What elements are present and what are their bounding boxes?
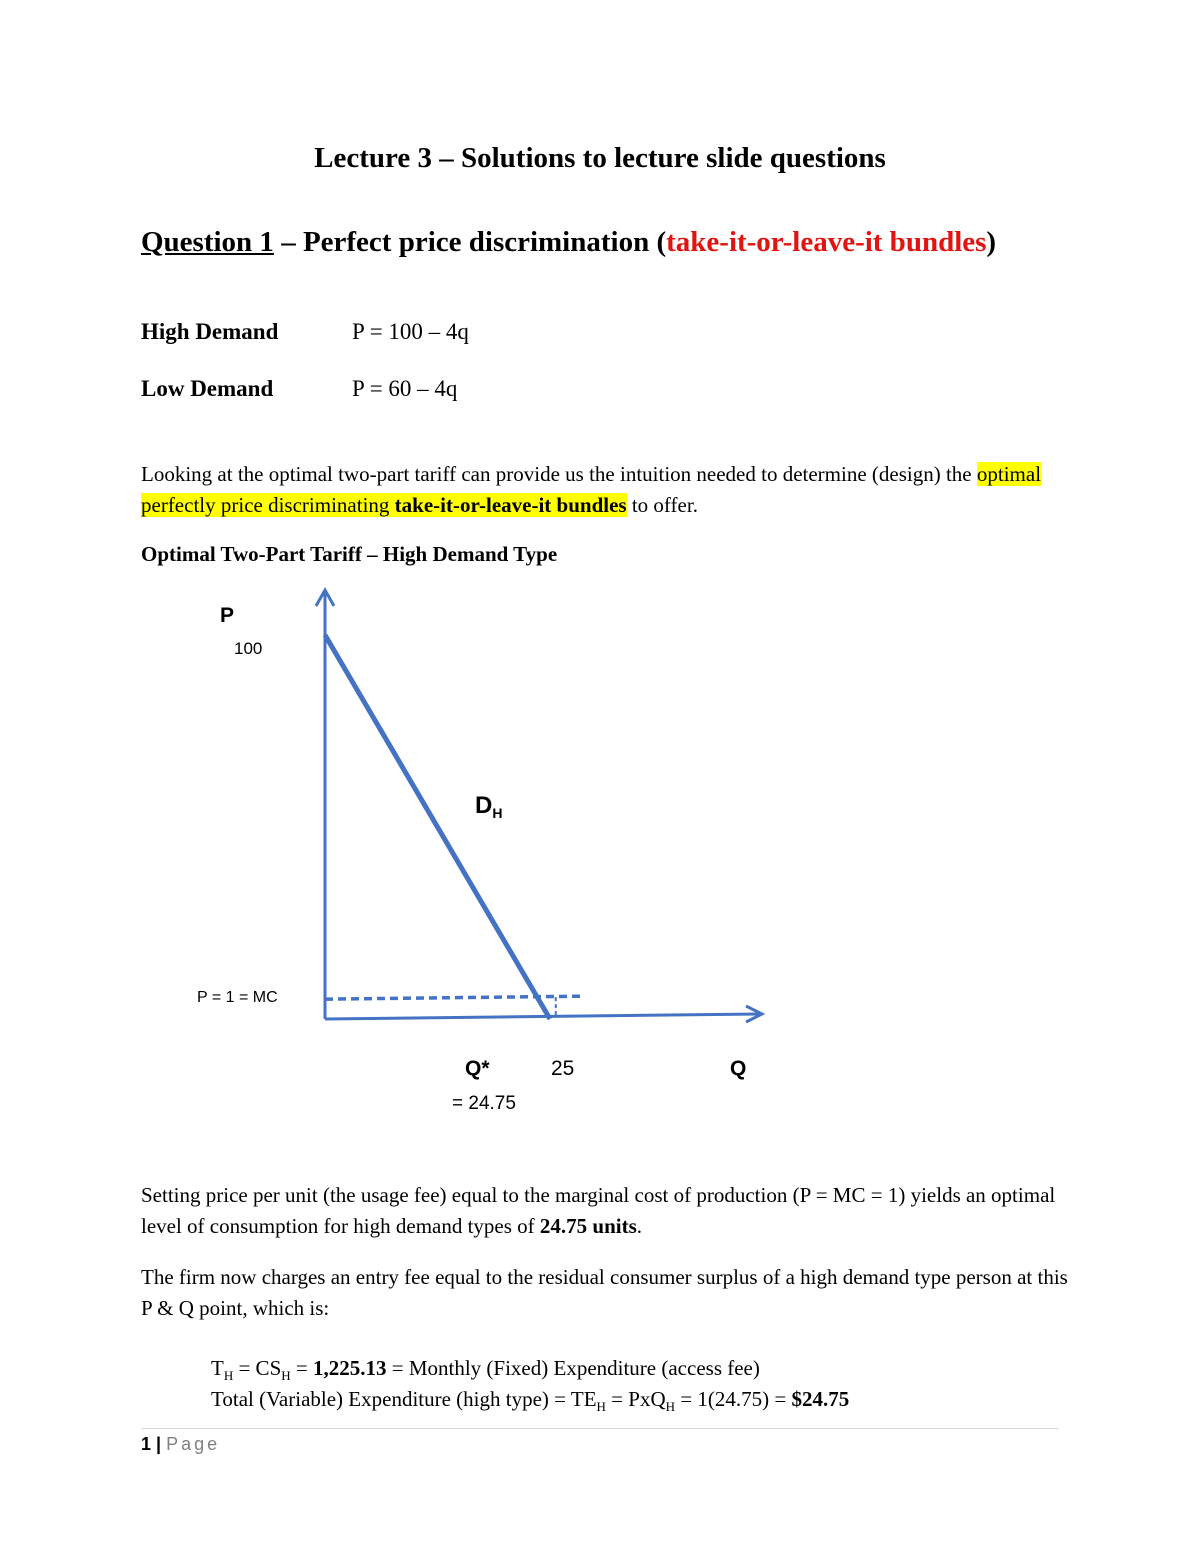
high-demand-label: High Demand	[141, 319, 279, 344]
question-topic: – Perfect price discrimination (	[273, 226, 667, 258]
footer-separator: |	[151, 1434, 167, 1454]
chart-subheading: Optimal Two-Part Tariff – High Demand Type	[141, 542, 558, 566]
qstar-value: = 24.75	[452, 1093, 516, 1114]
question-label: Question 1	[141, 226, 274, 258]
question-highlight: take-it-or-leave-it bundles	[666, 226, 987, 258]
y-tick-label: 100	[234, 639, 263, 658]
low-demand-equation: P = 60 – 4q	[352, 376, 458, 401]
equation-access-fee: $T_H = CS_H = 1,225.13$ = Monthly (Fixed) Expenditure (access fee)	[211, 1356, 760, 1384]
para1-end: .	[636, 1214, 643, 1238]
low-demand-label: Low Demand	[141, 376, 274, 401]
x-axis	[325, 1014, 760, 1019]
paragraph-usage-fee	[141, 1180, 1071, 1242]
equation-variable-expenditure: Total (Variable) Expenditure (high type) = $TE_H = PxQ_H = 1(24.75)$ = $24.75	[211, 1387, 850, 1415]
intro-text: Looking at the optimal two-part tariff can provide us the intuition needed to determine (design) the	[141, 462, 977, 486]
para1-bold: 24.75 units	[539, 1214, 637, 1238]
intro-text-end: to offer.	[626, 493, 698, 517]
intro-highlight-bold: take-it-or-leave-it bundles	[394, 493, 627, 517]
mc-dashed-line	[325, 996, 584, 999]
footer-divider	[141, 1428, 1059, 1429]
high-demand-equation: P = 100 – 4q	[352, 319, 469, 344]
y-axis-label: P	[220, 604, 235, 627]
intro-highlight-text: optimal perfectly price discriminating	[141, 462, 1042, 517]
paragraph-entry-fee: The firm now charges an entry fee equal to the residual consumer surplus of a high demand type person at this P & Q point, which is:	[141, 1265, 1068, 1320]
question-close: )	[986, 226, 997, 258]
page-number: 1	[141, 1434, 152, 1454]
x-axis-label: Q	[730, 1057, 747, 1080]
page-title: Lecture 3 – Solutions to lecture slide questions	[314, 142, 886, 174]
variable-expenditure-value: $24.75	[791, 1387, 850, 1411]
access-fee-value: 1,225.13	[312, 1356, 387, 1380]
page-label: Page	[166, 1434, 221, 1454]
curve-label: $D_H$	[475, 792, 503, 821]
para1-text: Setting price per unit (the usage fee) equal to the marginal cost of production (P = MC = 1) yields an optimal level of consumption for high demand types of	[141, 1183, 1056, 1238]
mc-label: P = 1 = MC	[197, 989, 278, 1006]
x-tick-label: 25	[551, 1057, 575, 1080]
page-footer	[141, 1434, 220, 1455]
demand-curve-line	[325, 635, 550, 1019]
qstar-label: Q*	[465, 1057, 490, 1080]
